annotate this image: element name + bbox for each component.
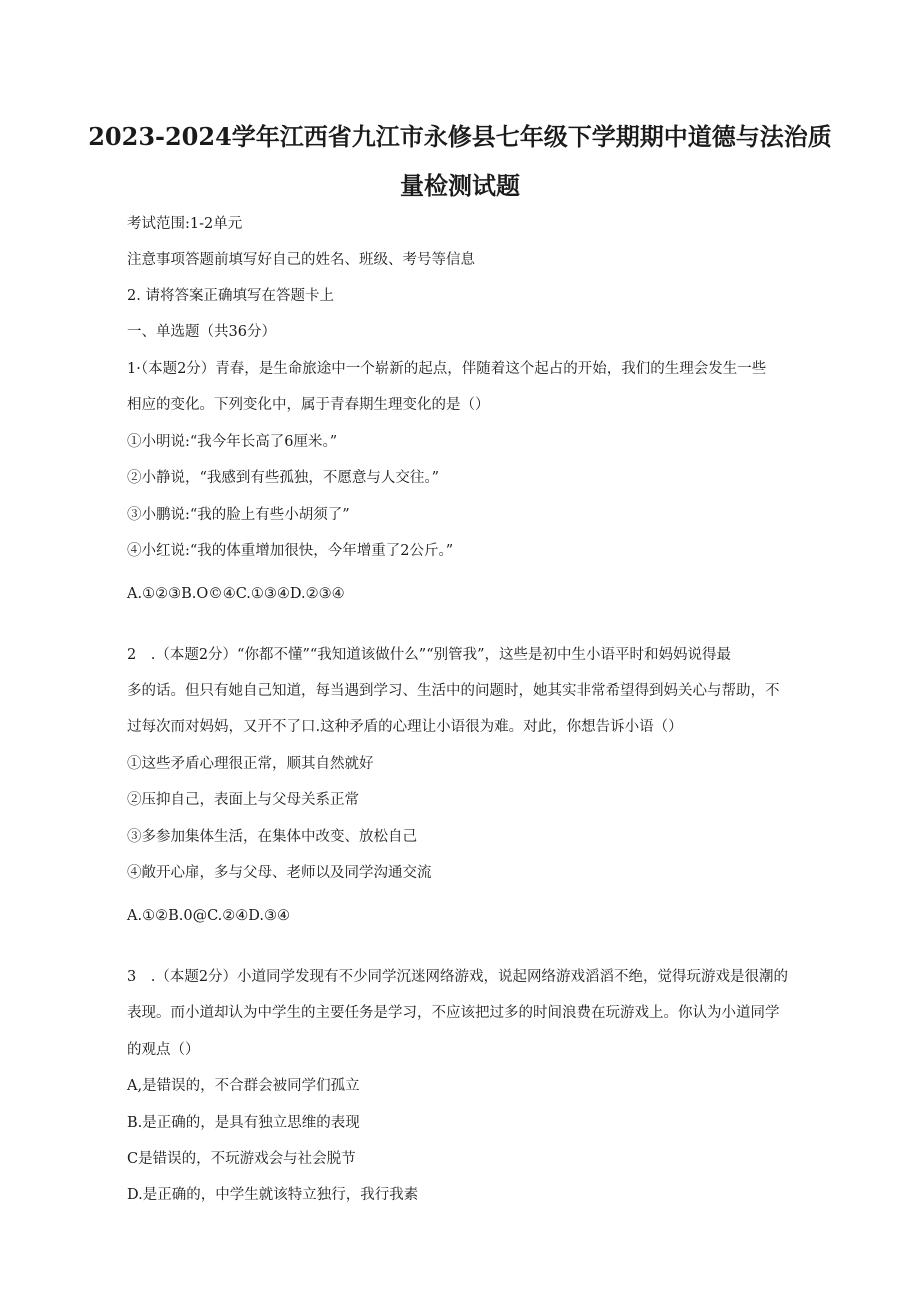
q1-stem-line-2: 相应的变化。下列变化中，属于青春期生理变化的是（） (127, 397, 490, 413)
q2-item-2: ②压抑自己，表面上与父母关系正常 (127, 792, 359, 808)
q3-stem-line-1: 3 .（本题2分）小道同学发现有不少同学沉迷网络游戏，说起网络游戏滔滔不绝，觉得玩游戏是很潮的 (127, 969, 789, 985)
q2-item-1: ①这些矛盾心理很正常，顺其自然就好 (127, 756, 374, 772)
exam-scope: 考试范围:1-2单元 (127, 216, 243, 232)
q2-stem-line-2: 多的话。但只有她自己知道，每当遇到学习、生活中的问题时，她其实非常希望得到妈关心与帮助，不 (127, 683, 780, 699)
q1-item-3: ③小鹏说:“我的脸上有些小胡须了” (127, 507, 350, 523)
q1-item-1: ①小明说:“我今年长高了6厘米。” (127, 434, 338, 450)
q2-item-4: ④敞开心扉，多与父母、老师以及同学沟通交流 (127, 865, 432, 881)
q2-item-3: ③多参加集体生活，在集体中改变、放松自己 (127, 829, 417, 845)
q1-answer-options: A.①②③B.O©④C.①③④D.②③④ (127, 586, 345, 602)
q3-stem-line-2: 表现。而小道却认为中学生的主要任务是学习，不应该把过多的时间浪费在玩游戏上。你认为小道同学 (127, 1005, 780, 1021)
q3-option-a: A,是错误的，不合群会被同学们孤立 (127, 1078, 360, 1094)
q2-answer-options: A.①②B.0@C.②④D.③④ (127, 908, 290, 924)
q3-option-b: B.是正确的，是具有独立思维的表现 (127, 1115, 360, 1131)
notice-line-1: 注意事项答题前填写好自己的姓名、班级、考号等信息 (127, 252, 475, 268)
q3-stem-line-3: 的观点（） (127, 1042, 200, 1058)
q2-stem-line-3: 过每次而对妈妈，又开不了口.这种矛盾的心理让小语很为难。对此，你想告诉小语（） (127, 719, 683, 735)
section-heading: 一、单选题（共36分） (127, 324, 276, 340)
exam-title-line-2: 量检测试题 (400, 171, 520, 200)
q1-item-2: ②小静说，“我感到有些孤独，不愿意与人交往。” (127, 470, 440, 486)
q1-item-4: ④小红说:“我的体重增加很快，今年增重了2公斤。” (127, 543, 454, 559)
q3-option-d: D.是正确的，中学生就该特立独行，我行我素 (127, 1187, 419, 1203)
notice-line-2: 2. 请将答案正确填写在答题卡上 (127, 288, 334, 304)
exam-title-line-1: 2023-2024学年江西省九江市永修县七年级下学期期中道德与法治质 (88, 122, 832, 151)
q3-option-c: C是错误的，不玩游戏会与社会脱节 (127, 1151, 356, 1167)
q2-stem-line-1: 2 .（本题2分）“你都不懂”“我知道该做什么”“别管我”，这些是初中生小语平时和妈妈说得最 (127, 647, 732, 663)
q1-stem-line-1: 1·（本题2分）青春，是生命旅途中一个崭新的起点，伴随着这个起占的开始，我们的生理会发生一些 (127, 361, 767, 377)
